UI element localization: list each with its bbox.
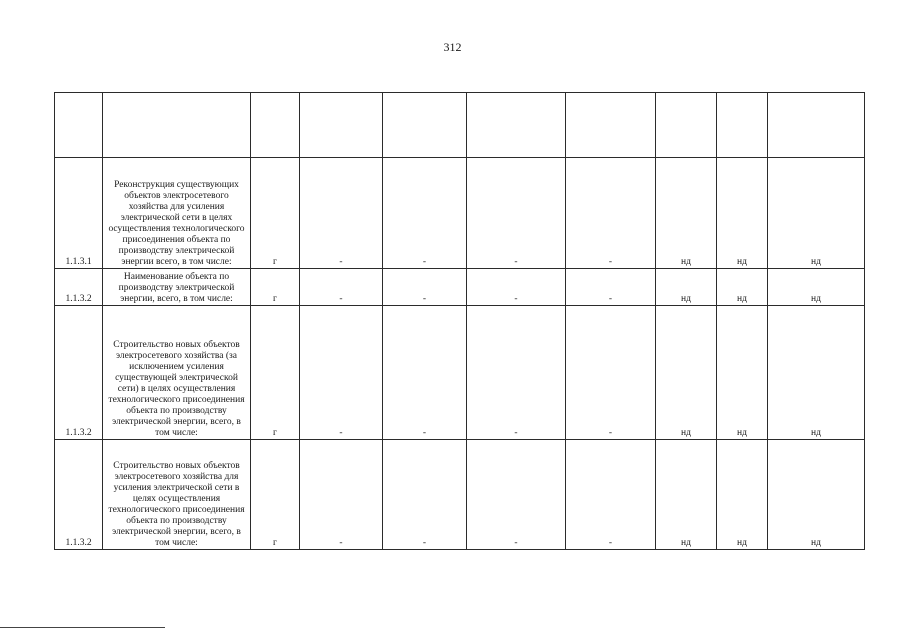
value-cell: - [566, 269, 656, 306]
row-name: Строительство новых объектов электросетевого хозяйства для усиления электрической сети в целях осуществления технологического присоединения объекта по производству электрической энергии, всего, в том числе: [103, 440, 251, 550]
value-cell: нд [656, 440, 717, 550]
row-name: Наименование объекта по производству электрической энергии, всего, в том числе: [103, 269, 251, 306]
value-cell: - [300, 269, 383, 306]
value-cell: - [467, 269, 566, 306]
row-code: 1.1.3.2 [55, 306, 103, 440]
table-row [55, 306, 865, 440]
value-cell: - [566, 306, 656, 440]
value-cell: - [383, 440, 467, 550]
header-cell [717, 93, 768, 158]
header-cell [768, 93, 865, 158]
table-row [55, 158, 865, 269]
row-name: Реконструкция существующих объектов электросетевого хозяйства для усиления электрической сети в целях осуществления технологического присоединения объекта по производству электрической энергии всего, в том числе: [103, 158, 251, 269]
header-cell [383, 93, 467, 158]
row-code: 1.1.3.2 [55, 269, 103, 306]
value-cell: - [300, 306, 383, 440]
value-cell: - [300, 158, 383, 269]
row-code: 1.1.3.2 [55, 440, 103, 550]
value-cell: нд [717, 158, 768, 269]
value-cell: - [467, 440, 566, 550]
footnote-divider [0, 627, 165, 628]
value-cell: - [383, 269, 467, 306]
value-cell: нд [656, 269, 717, 306]
value-cell: нд [768, 158, 865, 269]
data-table [54, 92, 865, 550]
row-unit: г [251, 158, 300, 269]
value-cell: нд [656, 158, 717, 269]
page-number: 312 [443, 40, 462, 54]
header-cell [300, 93, 383, 158]
row-unit: г [251, 440, 300, 550]
row-code: 1.1.3.1 [55, 158, 103, 269]
value-cell: - [566, 158, 656, 269]
value-cell: - [566, 440, 656, 550]
value-cell: нд [656, 306, 717, 440]
header-cell [251, 93, 300, 158]
value-cell: - [467, 158, 566, 269]
value-cell: нд [768, 269, 865, 306]
row-name: Строительство новых объектов электросетевого хозяйства (за исключением усиления существующей электрической сети) в целях осуществления технологического присоединения объекта по производству электрической энергии, всего, в том числе: [103, 306, 251, 440]
header-cell [566, 93, 656, 158]
value-cell: нд [717, 306, 768, 440]
value-cell: - [467, 306, 566, 440]
value-cell: нд [717, 269, 768, 306]
row-unit: г [251, 306, 300, 440]
value-cell: - [300, 440, 383, 550]
header-cell [467, 93, 566, 158]
table-header-row [55, 93, 865, 158]
row-unit: г [251, 269, 300, 306]
header-cell [656, 93, 717, 158]
value-cell: - [383, 306, 467, 440]
table-row [55, 440, 865, 550]
header-cell [103, 93, 251, 158]
value-cell: - [383, 158, 467, 269]
value-cell: нд [768, 306, 865, 440]
header-cell [55, 93, 103, 158]
value-cell: нд [717, 440, 768, 550]
value-cell: нд [768, 440, 865, 550]
table-row [55, 269, 865, 306]
